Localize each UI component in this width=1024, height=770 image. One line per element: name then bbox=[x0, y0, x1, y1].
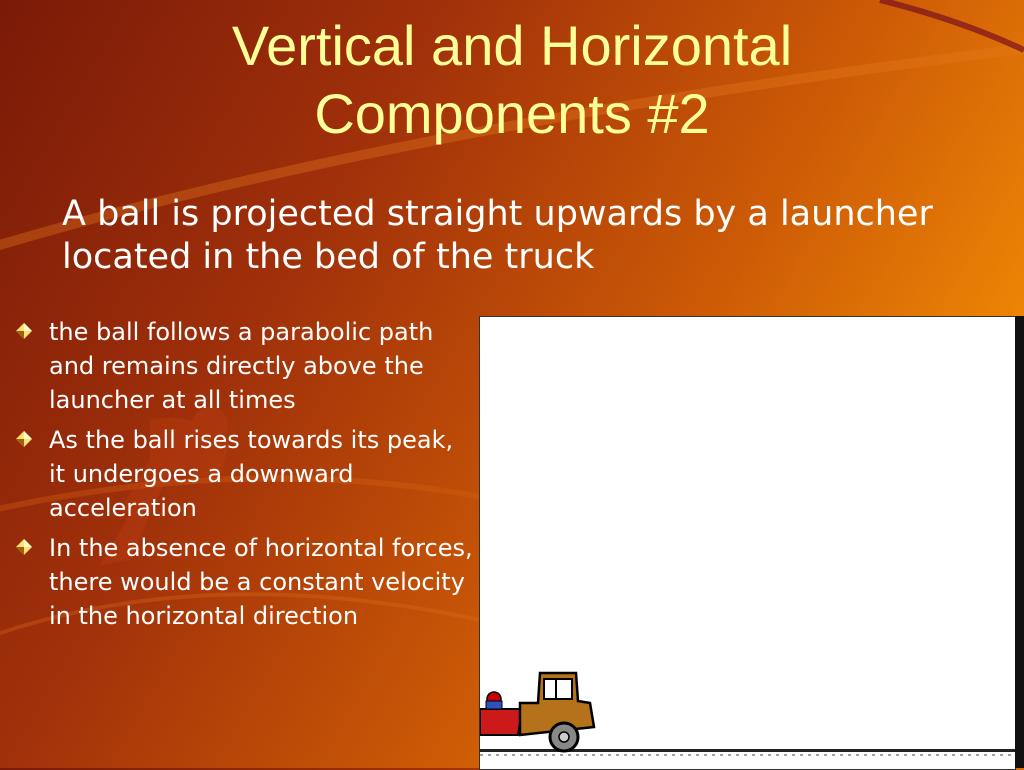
bullet-text: In the absence of horizontal forces, there would be a constant velocity in the horizontal direction bbox=[49, 534, 473, 630]
diamond-bullet-icon bbox=[14, 321, 34, 341]
animation-panel-edge bbox=[1015, 316, 1024, 768]
slide-subtitle: A ball is projected straight upwards by a launcher located in the bed of the truck bbox=[62, 194, 933, 277]
bullet-text: the ball follows a parabolic path and remains directly above the launcher at all times bbox=[49, 318, 434, 414]
bullet-text: As the ball rises towards its peak, it undergoes a downward acceleration bbox=[49, 426, 454, 522]
bullet-list bbox=[14, 315, 474, 639]
diamond-bullet-icon bbox=[14, 429, 34, 449]
title-line-2: Components #2 bbox=[314, 82, 710, 145]
animation-panel bbox=[479, 316, 1016, 770]
title-line-1: Vertical and Horizontal bbox=[231, 14, 793, 77]
truck-animation bbox=[480, 317, 1015, 769]
truck-launcher-icon bbox=[480, 673, 594, 751]
diamond-bullet-icon bbox=[14, 537, 34, 557]
slide-title bbox=[0, 12, 1024, 148]
bullet-item bbox=[14, 315, 474, 417]
bullet-item bbox=[14, 423, 474, 525]
bullet-item bbox=[14, 531, 474, 633]
